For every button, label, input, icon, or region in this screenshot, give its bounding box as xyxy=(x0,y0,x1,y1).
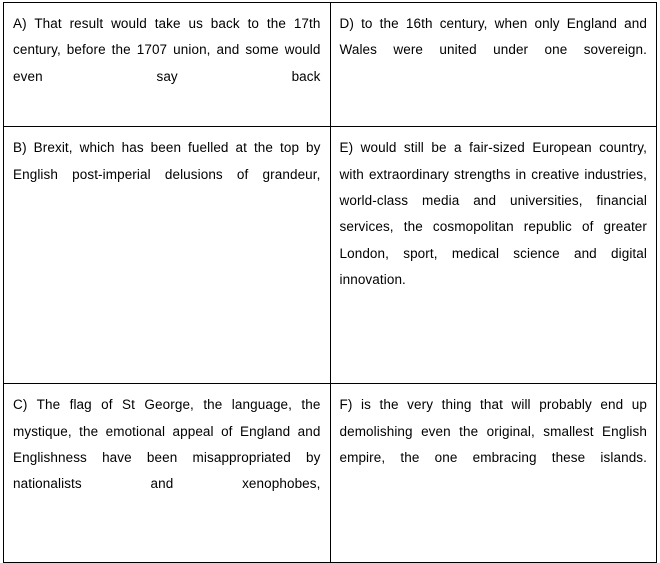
option-c-text: C) The flag of St George, the language, the mystique, the emotional appeal of England and Englishness have been misappropriated by nationalists and xenophobes, xyxy=(13,397,325,492)
option-b-text: B) Brexit, which has been fuelled at the top by English post-imperial delusions of grandeur, xyxy=(13,140,325,182)
option-e-text: E) would still be a fair-sized European country, with extraordinary strengths in creative industries, world-class media and universities, financial services, the cosmopolitan republic of greater London, sport, medical science and digital innovation. xyxy=(339,140,651,287)
table-cell-c xyxy=(4,384,331,563)
table-cell-e xyxy=(330,127,657,384)
document-page xyxy=(0,2,660,535)
option-f-text: F) is the very thing that will probably end up demolishing even the original, smallest English empire, the one embracing these islands. xyxy=(339,397,651,465)
table-row xyxy=(4,3,657,127)
table-cell-b xyxy=(4,127,331,384)
table-cell-a xyxy=(4,3,331,127)
table-body xyxy=(4,3,657,563)
table-cell-d xyxy=(330,3,657,127)
option-a-text: A) That result would take us back to the 17th century, before the 1707 union, and some would even say back xyxy=(13,16,325,84)
table-cell-f xyxy=(330,384,657,563)
table-row xyxy=(4,384,657,563)
option-d-text: D) to the 16th century, when only England and Wales were united under one sovereign. xyxy=(339,16,651,58)
matching-table xyxy=(3,2,657,563)
table-row xyxy=(4,127,657,384)
